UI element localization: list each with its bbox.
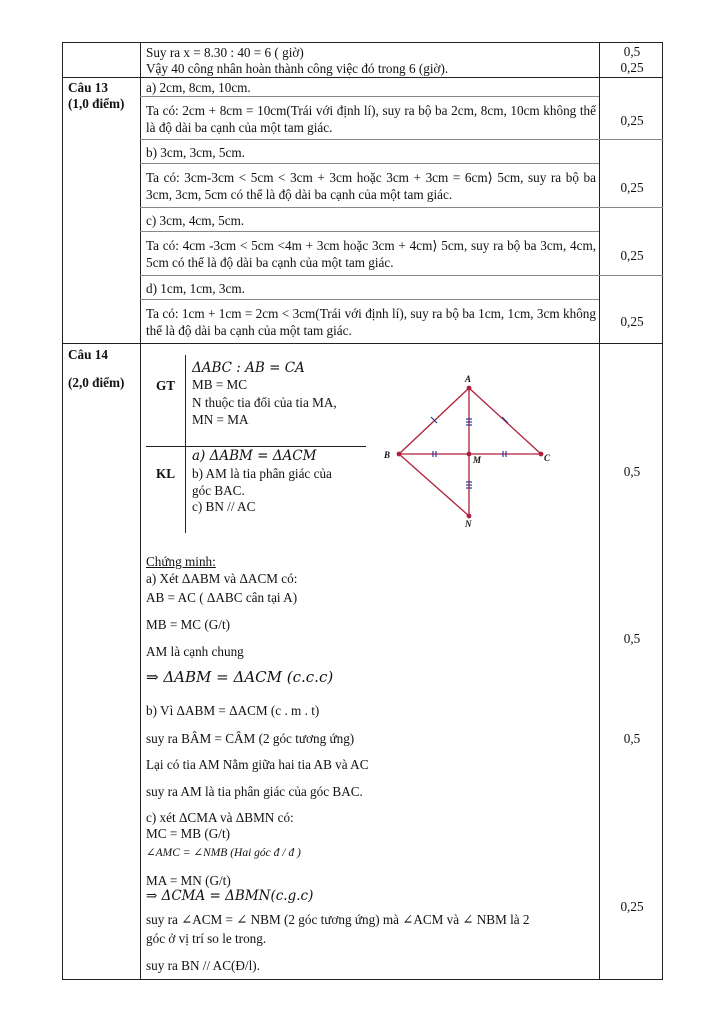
proof-line: b) Vì ΔABM = ΔACM (c . m . t) <box>146 703 320 718</box>
table-bottom-border <box>62 979 663 980</box>
proof-line: MA = MN (G/t) <box>146 873 231 888</box>
row-divider <box>62 343 663 344</box>
kl-label: KL <box>156 466 176 481</box>
row-divider <box>140 299 599 300</box>
proof-line: MB = MC (G/t) <box>146 617 231 632</box>
proof-line: suy ra ∠ACM = ∠ NBM (2 góc tương ứng) mà ∠ACM và ∠ NBM là 2 <box>146 912 530 927</box>
row-divider <box>140 139 663 140</box>
row-divider <box>140 231 599 232</box>
score: 0,25 <box>620 113 644 128</box>
table-top-border <box>62 42 663 43</box>
score: 0,25 <box>620 60 644 75</box>
score: 0,5 <box>623 631 641 646</box>
kl-line: a) ΔABM = ΔACM <box>192 448 317 464</box>
gt-label: GT <box>156 378 176 393</box>
answer-key-table <box>62 42 663 980</box>
score: 0,5 <box>623 731 641 746</box>
question-label: Câu 13 <box>68 80 108 95</box>
kl-line: b) AM là tia phân giác của <box>192 466 332 481</box>
gt-line: N thuộc tia đối của tia MA, <box>192 395 337 410</box>
proof-line: AM là cạnh chung <box>146 644 244 659</box>
proof-line: Lại có tia AM Nằm giữa hai tia AB và AC <box>146 757 369 772</box>
score: 0,5 <box>623 464 641 479</box>
kl-line: c) BN // AC <box>192 499 256 514</box>
vertex-label-a: A <box>465 374 472 384</box>
vertex-label-m: M <box>473 455 482 465</box>
vertex-label-b: B <box>384 450 391 460</box>
row-divider <box>140 207 663 208</box>
column-divider <box>62 42 63 980</box>
q13-c-heading: c) 3cm, 4cm, 5cm. <box>146 213 245 228</box>
q13-d-text: Ta có: 1cm + 1cm = 2cm < 3cm(Trái với định lí), suy ra bộ ba 1cm, 1cm, 3cm không thể là độ dài ba cạnh của một tam giác. <box>146 306 596 338</box>
q13-d-heading: d) 1cm, 1cm, 3cm. <box>146 281 245 296</box>
gt-line: ΔABC : AB = CA <box>192 360 305 376</box>
vertex-label-c: C <box>544 453 551 463</box>
proof-line: góc ở vị trí so le trong. <box>146 931 267 946</box>
column-divider <box>140 42 141 980</box>
proof-line: a) Xét ΔABM và ΔACM có: <box>146 571 298 586</box>
triangle-figure <box>377 370 557 530</box>
proof-line: ∠AMC = ∠NMB (Hai góc đ / đ ) <box>146 847 301 859</box>
q13-c-text: Ta có: 4cm -3cm < 5cm <4m + 3cm hoặc 3cm + 4cm⟩ 5cm, suy ra bộ ba 3cm, 4cm, 5cm có thể là độ dài ba cạnh của một tam giác. <box>146 238 596 270</box>
row-divider <box>62 77 663 78</box>
score: 0,5 <box>623 44 641 59</box>
question-points: (1,0 điểm) <box>68 96 125 111</box>
question-label: Câu 14 <box>68 347 108 362</box>
question-points: (2,0 điểm) <box>68 375 125 390</box>
q13-b-heading: b) 3cm, 3cm, 5cm. <box>146 145 245 160</box>
proof-line: MC = MB (G/t) <box>146 826 231 841</box>
q13-a-text: Ta có: 2cm + 8cm = 10cm(Trái với định lí), suy ra bộ ba 2cm, 8cm, 10cm không thể là độ dài ba cạnh của một tam giác. <box>146 103 596 135</box>
gt-line: MN = MA <box>192 412 249 427</box>
row-divider <box>140 96 599 97</box>
proof-line: suy ra BÂM = CÂM (2 góc tương ứng) <box>146 731 355 746</box>
proof-line: c) xét ΔCMA và ΔBMN có: <box>146 810 294 825</box>
text-line: Suy ra x = 8.30 : 40 = 6 ( giờ) <box>146 45 304 60</box>
proof-line: suy ra AM là tia phân giác của góc BAC. <box>146 784 363 799</box>
row-divider <box>140 275 663 276</box>
score: 0,25 <box>620 899 644 914</box>
score: 0,25 <box>620 180 644 195</box>
vertex-label-n: N <box>465 519 472 529</box>
row-divider <box>140 163 599 164</box>
proof-line: ⇒ ΔCMA = ΔBMN(c.g.c) <box>146 888 314 904</box>
gt-kl-divider <box>185 355 186 533</box>
gt-line: MB = MC <box>192 377 248 392</box>
gt-kl-divider <box>146 446 366 447</box>
score: 0,25 <box>620 248 644 263</box>
proof-line: ⇒ ΔABM = ΔACM (c.c.c) <box>146 668 334 686</box>
q13-b-text: Ta có: 3cm-3cm < 5cm < 3cm + 3cm hoặc 3cm + 3cm = 6cm⟩ 5cm, suy ra bộ ba 3cm, 3cm, 5cm có thể là độ dài ba cạnh của một tam giác. <box>146 170 596 202</box>
proof-line: AB = AC ( ΔABC cân tại A) <box>146 590 298 605</box>
proof-title: Chứng minh: <box>146 554 216 569</box>
score: 0,25 <box>620 314 644 329</box>
kl-line: góc BAC. <box>192 483 245 498</box>
q13-a-heading: a) 2cm, 8cm, 10cm. <box>146 80 251 95</box>
text-line: Vậy 40 công nhân hoàn thành công việc đó trong 6 (giờ). <box>146 61 449 76</box>
proof-line: suy ra BN // AC(Đ/l). <box>146 958 260 973</box>
